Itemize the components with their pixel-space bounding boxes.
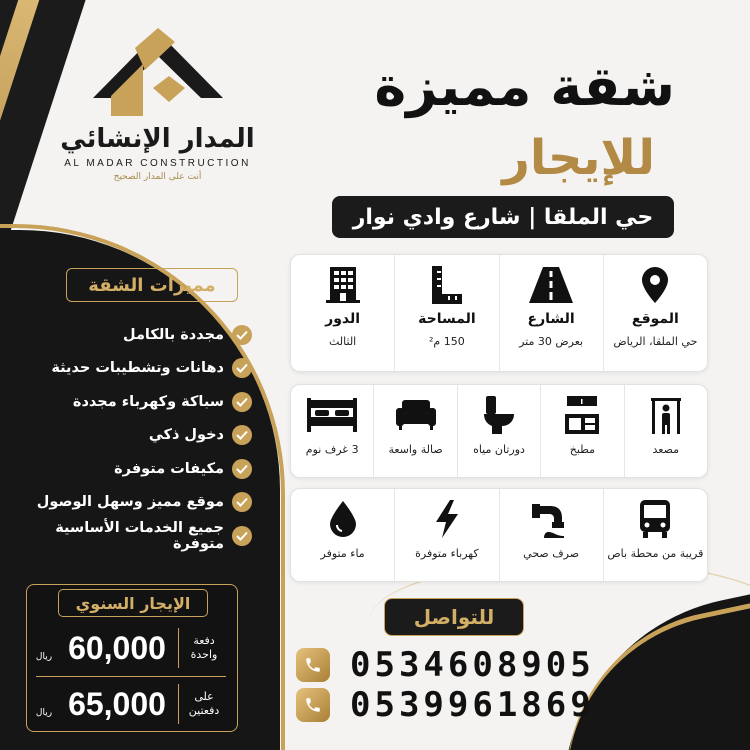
check-icon bbox=[232, 358, 252, 378]
utility-label: صرف صحي bbox=[523, 547, 580, 560]
feature-item bbox=[8, 452, 252, 486]
building-icon bbox=[326, 267, 360, 303]
utility-item bbox=[394, 489, 498, 581]
contact-title: للتواصل bbox=[384, 598, 524, 636]
phone-number[interactable]: 0534608905 bbox=[350, 645, 595, 685]
check-icon bbox=[232, 492, 252, 512]
detail-street bbox=[499, 255, 603, 371]
rent-option-label: على دفعتين bbox=[188, 690, 220, 717]
utilities-card bbox=[290, 488, 708, 582]
utility-item bbox=[603, 489, 707, 581]
features-list bbox=[8, 318, 252, 553]
company-logo bbox=[60, 28, 255, 182]
sofa-icon bbox=[396, 400, 436, 430]
currency-label: ريال bbox=[35, 708, 53, 718]
detail-area bbox=[394, 255, 498, 371]
detail-floor bbox=[291, 255, 394, 371]
phone-row[interactable] bbox=[296, 685, 595, 725]
room-label: دورتان مياه bbox=[473, 443, 525, 456]
ruler-icon bbox=[432, 266, 462, 304]
feature-item bbox=[8, 318, 252, 352]
phone-icon bbox=[296, 648, 330, 682]
details-card bbox=[290, 254, 708, 372]
feature-item bbox=[8, 385, 252, 419]
subheadline: للإيجار bbox=[502, 130, 655, 186]
detail-value: الثالث bbox=[329, 335, 357, 348]
room-item bbox=[624, 385, 707, 477]
rooms-card bbox=[290, 384, 708, 478]
utility-item bbox=[291, 489, 394, 581]
feature-text: دخول ذكي bbox=[148, 427, 224, 444]
feature-text: مجددة بالكامل bbox=[123, 326, 224, 343]
phone-row[interactable] bbox=[296, 645, 595, 685]
location-pill: حي الملقا | شارع وادي نوار bbox=[332, 196, 674, 238]
utility-label: كهرباء متوفرة bbox=[415, 547, 479, 560]
check-icon bbox=[232, 392, 252, 412]
room-item bbox=[457, 385, 540, 477]
detail-label: الدور bbox=[325, 311, 361, 327]
room-label: صالة واسعة bbox=[388, 443, 443, 456]
feature-text: دهانات وتشطيبات حديثة bbox=[51, 360, 224, 377]
detail-label: المساحة bbox=[418, 311, 476, 327]
rent-option-two-payments bbox=[32, 678, 232, 730]
elevator-icon bbox=[651, 396, 681, 434]
currency-label: ريال bbox=[35, 652, 53, 662]
detail-value: حي الملقا، الرياض bbox=[613, 335, 698, 348]
feature-item bbox=[8, 486, 252, 520]
location-pin-icon bbox=[642, 267, 668, 303]
feature-text: موقع مميز وسهل الوصول bbox=[36, 494, 224, 511]
detail-label: الموقع bbox=[631, 311, 679, 327]
sewage-pipe-icon bbox=[532, 500, 570, 538]
detail-location bbox=[603, 255, 707, 371]
detail-label: الشارع bbox=[527, 311, 575, 327]
road-icon bbox=[529, 267, 573, 303]
room-label: مطبخ bbox=[569, 443, 596, 456]
bed-icon bbox=[307, 398, 357, 432]
phone-icon bbox=[296, 688, 330, 722]
toilet-icon bbox=[484, 396, 514, 434]
feature-text: سباكة وكهرباء مجددة bbox=[72, 393, 224, 410]
room-item bbox=[373, 385, 456, 477]
room-item bbox=[540, 385, 623, 477]
phone-number[interactable]: 0539961869 bbox=[350, 685, 595, 725]
check-icon bbox=[232, 459, 252, 479]
rent-amount: 60,000 bbox=[68, 629, 166, 666]
logo-name-ar: المدار الإنشائي bbox=[60, 124, 255, 154]
check-icon bbox=[232, 425, 252, 445]
feature-item bbox=[8, 419, 252, 453]
annual-rent-title: الإيجار السنوي bbox=[58, 589, 208, 617]
rent-option-label: دفعة واحدة bbox=[190, 634, 218, 661]
utility-item bbox=[499, 489, 603, 581]
feature-item bbox=[8, 519, 252, 553]
feature-text: مكيفات متوفرة bbox=[114, 460, 224, 477]
feature-text: جميع الخدمات الأساسية متوفرة bbox=[55, 519, 224, 552]
utility-label: ماء متوفر bbox=[320, 547, 365, 560]
divider bbox=[36, 676, 226, 677]
rent-amount: 65,000 bbox=[68, 685, 166, 722]
bus-icon bbox=[638, 500, 672, 538]
rent-option-single bbox=[32, 622, 232, 674]
lightning-icon bbox=[434, 500, 460, 538]
water-drop-icon bbox=[330, 501, 356, 537]
logo-tagline: أنت على المدار الصحيح bbox=[113, 172, 202, 182]
logo-mark-icon bbox=[83, 28, 233, 120]
utility-label: قريبة من محطة باص bbox=[607, 547, 704, 560]
detail-value: بعرض 30 متر bbox=[519, 335, 584, 348]
feature-item bbox=[8, 352, 252, 386]
headline: شقة مميزة bbox=[374, 55, 675, 118]
kitchen-icon bbox=[565, 396, 599, 434]
logo-name-en: AL MADAR CONSTRUCTION bbox=[64, 158, 251, 169]
detail-value: 150 م² bbox=[429, 335, 465, 348]
features-title: مميزات الشقة bbox=[66, 268, 238, 302]
room-item bbox=[291, 385, 373, 477]
check-icon bbox=[232, 526, 252, 546]
room-label: 3 غرف نوم bbox=[305, 443, 359, 456]
check-icon bbox=[232, 325, 252, 345]
room-label: مصعد bbox=[652, 443, 680, 456]
